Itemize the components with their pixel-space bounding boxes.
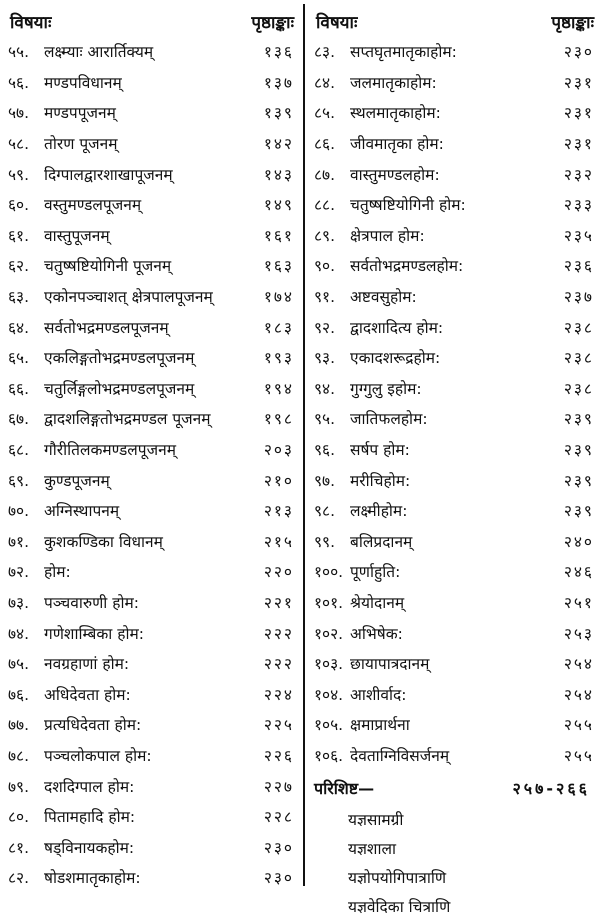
- entry-title: सप्तघृतमातृकाहोम:: [350, 43, 457, 62]
- entry-title: गौरीतिलकमण्डलपूजनम्: [44, 441, 176, 460]
- entry-title: एकलिङ्गतोभद्रमण्डलपूजनम्: [44, 349, 195, 368]
- entry-title: अभिषेक:: [350, 624, 403, 643]
- entry-number: ७२.: [8, 563, 30, 582]
- entry-number: ८५.: [314, 104, 336, 123]
- entry-title: प्रत्यधिदेवता होम:: [44, 716, 142, 735]
- entry-number: ७३.: [8, 593, 30, 612]
- entry-page: २२६: [263, 746, 294, 765]
- entry-number: ९३.: [314, 349, 336, 368]
- appendix-pages: २५७-२६६: [512, 779, 590, 799]
- column-divider: [303, 4, 305, 886]
- toc-entry: [314, 556, 594, 587]
- entry-page: २३६: [563, 257, 594, 276]
- appendix-item: यज्ञसामग्री: [348, 810, 404, 829]
- entry-title: वास्तुमण्डलहोम:: [350, 165, 440, 184]
- entry-page: २३७: [563, 288, 594, 307]
- entry-page: २३३: [563, 196, 594, 215]
- left-header: [8, 6, 294, 36]
- entry-number: ९७.: [314, 471, 336, 490]
- entry-number: ८८.: [314, 196, 336, 215]
- entry-number: ८४.: [314, 73, 336, 92]
- entry-number: ९६.: [314, 441, 336, 460]
- toc-entry: [314, 403, 594, 434]
- entry-number: ६१.: [8, 226, 30, 245]
- entry-page: २१३: [263, 502, 294, 521]
- appendix-list: [314, 804, 594, 920]
- entry-number: १०३.: [314, 655, 344, 674]
- appendix-label: परिशिष्ट—: [314, 779, 375, 799]
- entry-title: देवताग्निविसर्जनम्: [350, 746, 450, 765]
- subject-heading: विषयाः: [10, 12, 52, 33]
- entry-title: षड्विनायकहोम:: [44, 838, 135, 857]
- entry-title: आशीर्वाद:: [350, 685, 407, 704]
- entry-number: ७५.: [8, 655, 30, 674]
- entry-number: १००.: [314, 563, 344, 582]
- toc-entry: [314, 373, 594, 404]
- entry-page: २५३: [563, 624, 594, 643]
- toc-entry: [8, 648, 294, 679]
- entry-page: १७४: [263, 288, 294, 307]
- toc-entry: [8, 862, 294, 893]
- entry-number: ९८.: [314, 502, 336, 521]
- toc-entry: [314, 587, 594, 618]
- subject-heading: विषयाः: [316, 12, 358, 33]
- entry-title: एकोनपञ्चाशत् क्षेत्रपालपूजनम्: [44, 288, 213, 307]
- entry-title: होम:: [44, 563, 71, 582]
- toc-entry: [8, 709, 294, 740]
- entry-page: २३१: [563, 135, 594, 154]
- entry-title: चतुष्षष्टियोगिनी होम:: [350, 196, 466, 215]
- entry-page: २३०: [563, 43, 594, 62]
- entry-title: नवग्रहाणां होम:: [44, 655, 130, 674]
- entry-title: श्रेयोदानम्: [350, 593, 405, 612]
- entry-page: २३९: [563, 441, 594, 460]
- entry-number: ९०.: [314, 257, 336, 276]
- entry-number: ५५.: [8, 43, 30, 62]
- page-heading: पृष्ठाङ्काः: [251, 12, 294, 33]
- toc-entry: [314, 311, 594, 342]
- entry-page: २२४: [263, 685, 294, 704]
- entry-number: १०१.: [314, 593, 344, 612]
- entry-number: ९५.: [314, 410, 336, 429]
- entry-number: १०६.: [314, 746, 344, 765]
- entry-title: षोडशमातृकाहोम:: [44, 869, 141, 888]
- toc-entry: [314, 495, 594, 526]
- entry-title: द्वादशलिङ्गतोभद्रमण्डल पूजनम्: [44, 410, 211, 429]
- entry-number: ५६.: [8, 73, 30, 92]
- entry-number: १०४.: [314, 685, 344, 704]
- entry-page: १९८: [263, 410, 294, 429]
- toc-entry: [314, 97, 594, 128]
- entry-page: २२०: [263, 563, 294, 582]
- entry-page: २२२: [263, 655, 294, 674]
- entry-title: तोरण पूजनम्: [44, 135, 118, 154]
- entry-number: ७०.: [8, 502, 30, 521]
- entry-number: १०२.: [314, 624, 344, 643]
- entry-title: दशदिग्पाल होम:: [44, 777, 135, 796]
- entry-page: १८३: [263, 318, 294, 337]
- entry-number: ९१.: [314, 288, 336, 307]
- entry-number: ८०.: [8, 808, 30, 827]
- toc-entry: [314, 250, 594, 281]
- entry-number: ७९.: [8, 777, 30, 796]
- entry-number: ६०.: [8, 196, 30, 215]
- toc-entry: [314, 220, 594, 251]
- toc-entry: [314, 128, 594, 159]
- toc-entry: [8, 495, 294, 526]
- entry-title: पितामहादि होम:: [44, 808, 136, 827]
- toc-entry: [314, 342, 594, 373]
- entry-page: २२५: [263, 716, 294, 735]
- entry-number: ८९.: [314, 226, 336, 245]
- entry-title: चतुर्लिङ्गलोभद्रमण्डलपूजनम्: [44, 379, 195, 398]
- entry-page: २२८: [263, 808, 294, 827]
- entry-title: लक्ष्म्याः आरार्तिक्यम्: [44, 43, 154, 62]
- toc-entry: [314, 67, 594, 98]
- toc-entry: [314, 740, 594, 771]
- entry-title: एकादशरूद्रहोम:: [350, 349, 441, 368]
- entry-number: ७६.: [8, 685, 30, 704]
- entry-page: १९४: [263, 379, 294, 398]
- entry-title: स्थलमातृकाहोम:: [350, 104, 441, 123]
- toc-entry: [8, 678, 294, 709]
- toc-entry: [314, 678, 594, 709]
- toc-entry: [8, 403, 294, 434]
- toc-entry: [8, 464, 294, 495]
- entry-page: २२१: [263, 593, 294, 612]
- entry-page: २१५: [263, 532, 294, 551]
- entry-title: गणेशाम्बिका होम:: [44, 624, 144, 643]
- entry-number: ६२.: [8, 257, 30, 276]
- toc-entry: [8, 220, 294, 251]
- toc-entry: [314, 36, 594, 67]
- entry-number: ६६.: [8, 379, 30, 398]
- entry-title: जातिफलहोम:: [350, 410, 428, 429]
- entry-page: २०३: [263, 441, 294, 460]
- right-header: [314, 6, 594, 36]
- entry-number: ७७.: [8, 716, 30, 735]
- entry-number: ७४.: [8, 624, 30, 643]
- entry-page: २३९: [563, 502, 594, 521]
- toc-entry: [314, 158, 594, 189]
- toc-entry: [314, 189, 594, 220]
- appendix-heading: [314, 772, 594, 804]
- entry-number: १०५.: [314, 716, 344, 735]
- appendix-item: यज्ञोपयोगिपात्राणि: [348, 868, 447, 887]
- left-entry-list: [8, 36, 294, 893]
- toc-entry: [8, 740, 294, 771]
- entry-page: २३८: [563, 349, 594, 368]
- entry-page: २५४: [563, 685, 594, 704]
- toc-entry: [8, 189, 294, 220]
- entry-page: २३०: [263, 869, 294, 888]
- toc-entry: [8, 97, 294, 128]
- entry-page: १६३: [263, 257, 294, 276]
- entry-title: मरीचिहोम:: [350, 471, 411, 490]
- entry-page: १९३: [263, 349, 294, 368]
- entry-page: १४२: [263, 135, 294, 154]
- entry-page: २४६: [563, 563, 594, 582]
- entry-number: ५९.: [8, 165, 30, 184]
- entry-title: चतुष्षष्टियोगिनी पूजनम्: [44, 257, 172, 276]
- entry-number: ६९.: [8, 471, 30, 490]
- entry-title: लक्ष्मीहोम:: [350, 502, 408, 521]
- entry-title: सर्वतोभद्रमण्डलपूजनम्: [44, 318, 169, 337]
- entry-title: क्षमाप्रार्थना: [350, 716, 410, 735]
- entry-number: ६८.: [8, 441, 30, 460]
- entry-page: १४९: [263, 196, 294, 215]
- entry-number: ९४.: [314, 379, 336, 398]
- entry-number: ९९.: [314, 532, 336, 551]
- entry-title: वस्तुमण्डलपूजनम्: [44, 196, 142, 215]
- toc-entry: [8, 311, 294, 342]
- entry-title: क्षेत्रपाल होम:: [350, 226, 425, 245]
- entry-page: २३१: [563, 73, 594, 92]
- entry-title: पूर्णाहुति:: [350, 563, 401, 582]
- entry-page: २३०: [263, 838, 294, 857]
- entry-page: १६१: [263, 226, 294, 245]
- left-column: [8, 6, 294, 893]
- entry-title: बलिप्रदानम्: [350, 532, 413, 551]
- entry-page: २३८: [563, 318, 594, 337]
- right-column: [314, 6, 594, 920]
- toc-entry: [314, 526, 594, 557]
- entry-page: २१०: [263, 471, 294, 490]
- toc-entry: [8, 128, 294, 159]
- toc-entry: [314, 648, 594, 679]
- entry-number: ७८.: [8, 746, 30, 765]
- entry-number: ६३.: [8, 288, 30, 307]
- entry-title: अष्टवसुहोम:: [350, 288, 417, 307]
- toc-entry: [8, 617, 294, 648]
- entry-title: अधिदेवता होम:: [44, 685, 131, 704]
- entry-title: मण्डपविधानम्: [44, 73, 122, 92]
- toc-entry: [314, 617, 594, 648]
- toc-entry: [8, 526, 294, 557]
- toc-entry: [8, 556, 294, 587]
- toc-entry: [8, 342, 294, 373]
- entry-page: २४०: [563, 532, 594, 551]
- toc-entry: [8, 281, 294, 312]
- entry-page: २५४: [563, 655, 594, 674]
- entry-number: ८३.: [314, 43, 336, 62]
- entry-number: ८२.: [8, 869, 30, 888]
- entry-page: २३१: [563, 104, 594, 123]
- entry-title: पञ्चवारुणी होम:: [44, 593, 139, 612]
- entry-title: पञ्चलोकपाल होम:: [44, 746, 152, 765]
- entry-title: अग्निस्थापनम्: [44, 502, 120, 521]
- entry-title: जीवमातृका होम:: [350, 135, 444, 154]
- page-heading: पृष्ठाङ्काः: [551, 12, 594, 33]
- toc-entry: [314, 434, 594, 465]
- entry-page: २३९: [563, 410, 594, 429]
- entry-page: १३६: [263, 43, 294, 62]
- entry-page: २५५: [563, 716, 594, 735]
- entry-title: वास्तुपूजनम्: [44, 226, 110, 245]
- entry-number: ८६.: [314, 135, 336, 154]
- entry-number: ६५.: [8, 349, 30, 368]
- entry-page: १३९: [263, 104, 294, 123]
- appendix-item: यज्ञशाला: [348, 839, 397, 858]
- entry-number: ५८.: [8, 135, 30, 154]
- toc-entry: [314, 281, 594, 312]
- entry-number: ६४.: [8, 318, 30, 337]
- entry-title: कुण्डपूजनम्: [44, 471, 110, 490]
- entry-title: छायापात्रदानम्: [350, 655, 430, 674]
- entry-number: ८१.: [8, 838, 30, 857]
- toc-entry: [8, 434, 294, 465]
- toc-entry: [314, 709, 594, 740]
- toc-entry: [8, 67, 294, 98]
- entry-page: २५१: [563, 593, 594, 612]
- toc-entry: [8, 373, 294, 404]
- entry-number: ७१.: [8, 532, 30, 551]
- entry-title: सर्वतोभद्रमण्डलहोम:: [350, 257, 464, 276]
- entry-number: ९२.: [314, 318, 336, 337]
- toc-entry: [314, 464, 594, 495]
- entry-page: २२७: [263, 777, 294, 796]
- entry-title: मण्डपपूजनम्: [44, 104, 116, 123]
- toc-entry: [8, 770, 294, 801]
- entry-page: १४३: [263, 165, 294, 184]
- entry-title: गुग्गुलु इहोम:: [350, 379, 422, 398]
- appendix-item: यज्ञवेदिका चित्राणि: [348, 897, 451, 916]
- toc-entry: [8, 587, 294, 618]
- entry-number: ५७.: [8, 104, 30, 123]
- entry-page: २५५: [563, 746, 594, 765]
- entry-title: जलमातृकाहोम:: [350, 73, 437, 92]
- toc-entry: [8, 36, 294, 67]
- toc-entry: [8, 158, 294, 189]
- entry-page: २३९: [563, 471, 594, 490]
- toc-entry: [8, 801, 294, 832]
- toc-entry: [8, 250, 294, 281]
- entry-title: दिग्पालद्वारशाखापूजनम्: [44, 165, 173, 184]
- entry-page: २३२: [563, 165, 594, 184]
- entry-number: ६७.: [8, 410, 30, 429]
- right-entry-list: [314, 36, 594, 770]
- entry-title: कुशकण्डिका विधानम्: [44, 532, 163, 551]
- entry-page: २२२: [263, 624, 294, 643]
- entry-page: २३५: [563, 226, 594, 245]
- entry-title: सर्षप होम:: [350, 441, 410, 460]
- entry-title: द्वादशादित्य होम:: [350, 318, 444, 337]
- toc-entry: [8, 831, 294, 862]
- entry-page: २३८: [563, 379, 594, 398]
- entry-page: १३७: [263, 73, 294, 92]
- entry-number: ८७.: [314, 165, 336, 184]
